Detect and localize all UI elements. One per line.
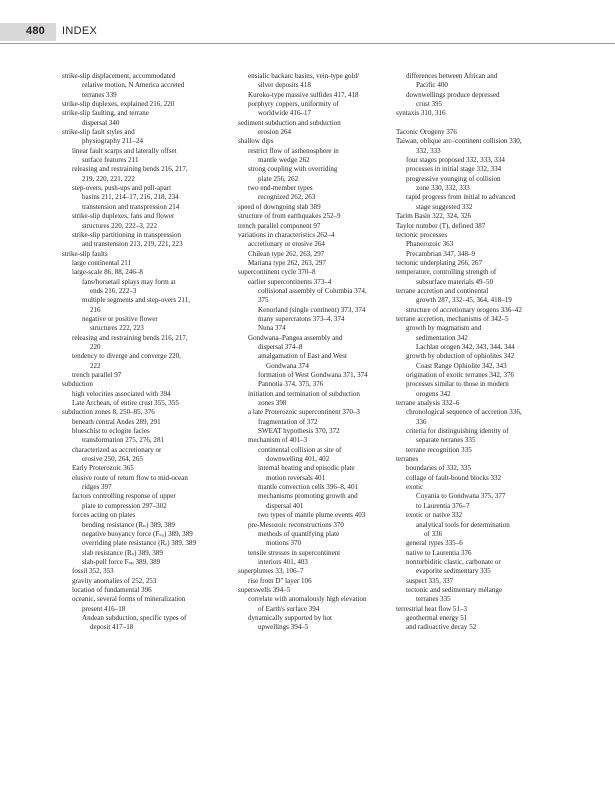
index-entry: Early Proterozoic 365 bbox=[72, 464, 134, 473]
index-entry: basins 211, 214–17, 216, 218, 234 bbox=[82, 193, 179, 202]
index-entry: structure of from earthquakes 252–9 bbox=[238, 212, 341, 221]
index-entry: sedimentation 342 bbox=[416, 333, 468, 342]
index-entry: tectonic processes bbox=[396, 230, 448, 239]
index-entry: continental collision at site of bbox=[258, 445, 342, 454]
index-entry: mantle convection cells 396–8, 401 bbox=[258, 483, 359, 492]
page-number: 480 bbox=[26, 25, 45, 37]
index-entry: Lachlan orogen 342, 343, 344, 344 bbox=[416, 342, 515, 351]
index-entry: 375 bbox=[258, 296, 269, 305]
index-entry: superplumes 33, 106–7 bbox=[238, 567, 304, 576]
header-rule bbox=[0, 43, 615, 44]
index-entry: strike-slip duplexes, explained 216, 220 bbox=[62, 100, 175, 109]
index-entry: 216 bbox=[90, 305, 101, 314]
index-entry: 220 bbox=[90, 342, 101, 351]
index-entry: of 336 bbox=[424, 529, 443, 538]
index-entry: Taylor number (T), defined 387 bbox=[396, 221, 486, 230]
index-entry: Taconic Orogeny 376 bbox=[396, 128, 457, 137]
index-entry: characterized as accretionary or bbox=[72, 445, 162, 454]
index-column-2 bbox=[238, 72, 416, 633]
index-entry: 222 bbox=[90, 361, 101, 370]
index-entry: Mariana type 262, 263, 297 bbox=[248, 258, 326, 267]
index-entry: crust 395 bbox=[416, 100, 443, 109]
index-entry: Late Archean, of entire crust 355, 355 bbox=[72, 399, 179, 408]
index-entry: processes similar to those in modern bbox=[406, 380, 509, 389]
index-entry: downwellings produce depressed bbox=[406, 90, 500, 99]
index-entry: multiple segments and step-overs 211, bbox=[82, 296, 190, 305]
index-entry: slab-pull force Fₛₚ 389, 389 bbox=[82, 557, 161, 566]
index-entry: structure of accretionary orogens 336–42 bbox=[406, 305, 522, 314]
index-entry: plate 256, 262 bbox=[258, 174, 299, 183]
index-entry: strike-slip partitioning in transpression bbox=[72, 230, 182, 239]
index-entry: supercontinent cycle 370–8 bbox=[238, 268, 316, 277]
index-entry: upwellings 394–5 bbox=[258, 623, 309, 632]
index-entry: general types 335–6 bbox=[406, 539, 463, 548]
index-entry: terrane analysis 332–6 bbox=[396, 399, 460, 408]
index-entry: formation of West Gondwana 371, 374 bbox=[258, 371, 368, 379]
index-entry: dispersal 374–8 bbox=[258, 342, 303, 351]
index-entry: processes in initial stage 332, 334 bbox=[406, 165, 502, 174]
index-entry: many supercratons 373–4, 374 bbox=[258, 314, 345, 323]
index-entry: earlier supercontinents 373–4 bbox=[248, 277, 332, 286]
index-entry: ensialic backarc basins, vein-type gold/ bbox=[248, 72, 359, 80]
index-entry: worldwide 416–17 bbox=[258, 109, 312, 118]
index-entry: motions 370 bbox=[266, 539, 302, 548]
index-entry: erosive 250, 264, 265 bbox=[82, 455, 143, 464]
index-entry: terrane accretion and continental bbox=[396, 286, 489, 295]
index-entry: erosion 264 bbox=[258, 128, 292, 137]
index-entry: zones 398 bbox=[258, 399, 287, 408]
index-entry: present 416–18 bbox=[82, 604, 126, 613]
index-entry: elusive route of return flow to mid-ocean bbox=[72, 473, 188, 482]
index-entry: 219, 220, 221, 222 bbox=[82, 174, 135, 183]
index-entry: silver deposits 418 bbox=[258, 81, 311, 90]
index-entry: overriding plate resistance (Rₒ) 389, 389 bbox=[82, 539, 196, 548]
index-entry: Gondwana 374 bbox=[266, 361, 309, 370]
index-entry: fans/horsetail splays may form at bbox=[82, 277, 176, 286]
index-entry: Cuyania to Gondwana 375, 377 bbox=[416, 492, 506, 501]
index-entry: two end-member types bbox=[248, 184, 313, 193]
index-entry: Kuroko-type massive sulfides 417, 418 bbox=[248, 90, 359, 99]
index-entry: native to Laurentia 376 bbox=[406, 548, 472, 557]
index-entry: tensile stresses in supercontinent bbox=[248, 548, 341, 557]
index-entry: growth 287, 332–45, 364, 418–19 bbox=[416, 296, 512, 305]
index-entry: step-overs, push-ups and pull-apart bbox=[72, 184, 172, 193]
index-entry: forces acting on plates bbox=[72, 511, 136, 520]
index-entry: Nuna 374 bbox=[258, 324, 286, 333]
index-entry: subduction zones 8, 250–85, 376 bbox=[62, 408, 155, 417]
index-entry: strike-slip displacement, accommodated bbox=[62, 72, 176, 80]
index-entry: downwelling 401, 402 bbox=[266, 455, 330, 464]
index-entry: collisional assembly of Columbia 374, bbox=[258, 286, 367, 295]
index-entry: location of fundamental 396 bbox=[72, 585, 152, 594]
index-entry: internal heating and episodic plate bbox=[258, 464, 355, 473]
index-entry: orogens 342 bbox=[416, 389, 451, 398]
index-entry: porphyry coppers, uniformity of bbox=[248, 100, 339, 109]
index-entry: to Laurentia 376–7 bbox=[416, 501, 470, 510]
index-entry: and radioactive decay 52 bbox=[406, 623, 477, 632]
index-entry: dynamically supported by hot bbox=[248, 613, 332, 622]
index-entry: trench parallel component 97 bbox=[238, 221, 321, 230]
index-entry: four stages proposed 332, 333, 334 bbox=[406, 156, 505, 165]
index-entry: stage suggested 332 bbox=[416, 202, 473, 211]
index-entry: suspect 335, 337 bbox=[406, 576, 454, 585]
index-entry: speed of downgoing slab 389 bbox=[238, 202, 321, 211]
index-entry: of Earth's surface 394 bbox=[258, 604, 320, 613]
index-entry: gravity anomalies of 252, 253 bbox=[72, 576, 157, 585]
index-entry: ridges 397 bbox=[82, 483, 112, 492]
index-entry: releasing and restraining bends 216, 217, bbox=[72, 333, 188, 342]
index-entry: relative motion, N America accreted bbox=[82, 81, 185, 90]
index-entry: subduction bbox=[62, 380, 93, 389]
index-entry: Pannotia 374, 375, 376 bbox=[258, 380, 324, 389]
index-column-3 bbox=[396, 72, 578, 633]
index-entry: shallow dips bbox=[238, 137, 274, 146]
index-entry: deposit 417–18 bbox=[90, 623, 134, 632]
index-entry: recognized 262, 263 bbox=[258, 193, 316, 202]
index-entry: high velocities associated with 394 bbox=[72, 389, 171, 398]
index-entry: beneath central Andes 289, 291 bbox=[72, 417, 161, 426]
index-entry: strike-slip fault styles and bbox=[62, 128, 135, 137]
index-entry: dispersal 401 bbox=[266, 501, 304, 510]
index-entry: sediment subduction and subduction bbox=[238, 118, 341, 127]
index-entry: correlate with anomalously high elevation bbox=[248, 595, 367, 604]
index-entry: Kenorland (single continent) 373, 374 bbox=[258, 305, 366, 314]
index-entry: temperature, controlling strength of bbox=[396, 268, 497, 277]
index-entry: superswells 394–5 bbox=[238, 585, 291, 594]
index-entry: transtension and transpression 214 bbox=[82, 202, 180, 211]
index-entry: accretionary or erosive 264 bbox=[248, 240, 325, 249]
index-entry: exotic or native 332 bbox=[406, 511, 463, 520]
index-entry: progressive younging of collision bbox=[406, 174, 501, 183]
index-entry: Andean subduction, specific types of bbox=[82, 613, 187, 622]
index-entry: mantle wedge 262 bbox=[258, 156, 310, 165]
running-head: INDEX bbox=[62, 25, 98, 37]
index-entry: exotic bbox=[406, 483, 424, 492]
index-entry: Taiwan, oblique arc–continent collision 330, bbox=[396, 137, 522, 146]
index-entry: initiation and termination of subduction bbox=[248, 389, 360, 398]
index-entry: subsurface materials 49–50 bbox=[416, 277, 494, 286]
index-entry: factors controlling response of upper bbox=[72, 492, 176, 501]
index-entry: terranes 339 bbox=[82, 90, 117, 99]
index-entry: terranes bbox=[396, 455, 419, 464]
index-entry: nonturbiditic clastic, carbonate or bbox=[406, 557, 501, 566]
index-entry: oceanic, several forms of mineralization bbox=[72, 595, 186, 604]
index-entry: fragmentation of 372 bbox=[258, 417, 318, 426]
index-entry: plate to compression 297–302 bbox=[82, 501, 167, 510]
index-entry: releasing and restraining bends 216, 217, bbox=[72, 165, 188, 174]
index-entry: terrane recognition 335 bbox=[406, 445, 472, 454]
index-entry: fossil 352, 353 bbox=[72, 567, 114, 576]
index-entry: Gondwana–Pangea assembly and bbox=[248, 333, 343, 342]
index-entry: strike-slip duplexes, fans and flower bbox=[72, 212, 175, 221]
index-entry: analytical tools for determination bbox=[416, 520, 510, 529]
index-entry: growth by magmatism and bbox=[406, 324, 482, 333]
index-entry: SWEAT hypothesis 370, 372 bbox=[258, 427, 340, 436]
index-entry: differences between African and bbox=[406, 72, 498, 80]
index-entry: tectonic underplating 266, 267 bbox=[396, 258, 483, 267]
index-entry: boundaries of 332, 335 bbox=[406, 464, 471, 473]
index-entry: rapid progress from initial to advanced bbox=[406, 193, 516, 202]
index-entry: physiography 211–24 bbox=[82, 137, 144, 146]
index-entry: Coast Range Ophiolite 342, 343 bbox=[416, 361, 507, 370]
index-entry: amalgamation of East and West bbox=[258, 352, 347, 361]
index-entry: mechanisms promoting growth and bbox=[258, 492, 358, 501]
index-entry: methods of quantifying plate bbox=[258, 529, 340, 538]
index-entry: structures 220, 222–3, 222 bbox=[82, 221, 157, 230]
index-entry: a late Proterozoic supercontinent 370–3 bbox=[248, 408, 360, 417]
index-entry: evaporite sedimentary 335 bbox=[416, 567, 491, 576]
index-entry: strong coupling with overriding bbox=[248, 165, 338, 174]
index-entry: pre-Mesozoic reconstructions 370 bbox=[248, 520, 344, 529]
index-entry: Phanerozoic 363 bbox=[406, 240, 454, 249]
index-entry: Tarim Basin 322, 324, 326 bbox=[396, 212, 472, 221]
index-entry: terrestrial heat flow 51–3 bbox=[396, 604, 468, 613]
index-entry: Precambrian 347, 348–9 bbox=[406, 249, 476, 258]
index-entry: syntaxis 310, 316 bbox=[396, 109, 446, 118]
index-entry: motion reversals 401 bbox=[266, 473, 326, 482]
index-entry: blueschist to eclogite facies bbox=[72, 427, 150, 436]
index-entry: linear fault scarps and laterally offset bbox=[72, 146, 177, 155]
index-entry: 332, 333 bbox=[416, 146, 441, 155]
index-entry: tendency to diverge and converge 220, bbox=[72, 352, 181, 361]
index-entry: bending resistance (Rₙ) 389, 389 bbox=[82, 520, 175, 529]
index-entry: variations in characteristics 262–4 bbox=[238, 230, 335, 239]
index-entry: negative buoyancy force (Fₛᵤ) 389, 389 bbox=[82, 529, 193, 538]
index-entry: 336 bbox=[416, 417, 427, 426]
index-entry: large-scale 86, 88, 246–8 bbox=[72, 268, 143, 277]
index-entry: terranes 335 bbox=[416, 595, 451, 604]
index-entry: collage of fault-bound blocks 332 bbox=[406, 473, 502, 482]
index-entry: negative or positive flower bbox=[82, 314, 158, 323]
index-entry: strike-slip faulting, and terrane bbox=[62, 109, 149, 118]
index-entry: terrane accretion, mechanisms of 342–5 bbox=[396, 314, 509, 323]
index-entry: restrict flow of asthenosphere in bbox=[248, 146, 339, 155]
index-entry: strike-slip faults bbox=[62, 249, 108, 258]
index-entry: structures 222, 223 bbox=[90, 324, 144, 333]
index-entry: surface features 211 bbox=[82, 156, 139, 165]
index-entry: dispersal 340 bbox=[82, 118, 120, 127]
index-entry: and transtension 213, 219, 221, 223 bbox=[82, 240, 183, 249]
index-entry: Pacific 400 bbox=[416, 81, 448, 90]
index-entry: chronological sequence of accretion 336, bbox=[406, 408, 522, 417]
index-entry: growth by obduction of ophiolites 342 bbox=[406, 352, 515, 361]
index-gap bbox=[396, 119, 578, 128]
index-entry: criteria for distinguishing identity of bbox=[406, 427, 509, 436]
index-entry: tectonic and sedimentary mélange bbox=[406, 585, 503, 594]
index-entry: origination of exotic terranes 342, 376 bbox=[406, 371, 515, 379]
index-entry: ends 216, 222–3 bbox=[90, 286, 137, 295]
index-entry: geothermal energy 51 bbox=[406, 613, 468, 622]
index-entry: Chilean type 262, 263, 297 bbox=[248, 249, 325, 258]
index-entry: large continental 211 bbox=[72, 258, 132, 267]
index-entry: two types of mantle plume events 403 bbox=[258, 511, 366, 520]
page-header bbox=[0, 0, 615, 46]
index-entry: separate terranes 335 bbox=[416, 436, 476, 445]
index-entry: trench parallel 97 bbox=[72, 371, 122, 379]
index-entry: transformation 275, 276, 281 bbox=[82, 436, 165, 445]
index-entry: rise from D″ layer 106 bbox=[248, 576, 312, 585]
index-entry: slab resistance (Rₛ) 389, 389 bbox=[82, 548, 163, 557]
index-entry: interiors 401, 403 bbox=[258, 557, 308, 566]
index-entry: mechanism of 401–3 bbox=[248, 436, 308, 445]
index-entry: zone 330, 332, 333 bbox=[416, 184, 470, 193]
index-column-1 bbox=[62, 72, 240, 633]
